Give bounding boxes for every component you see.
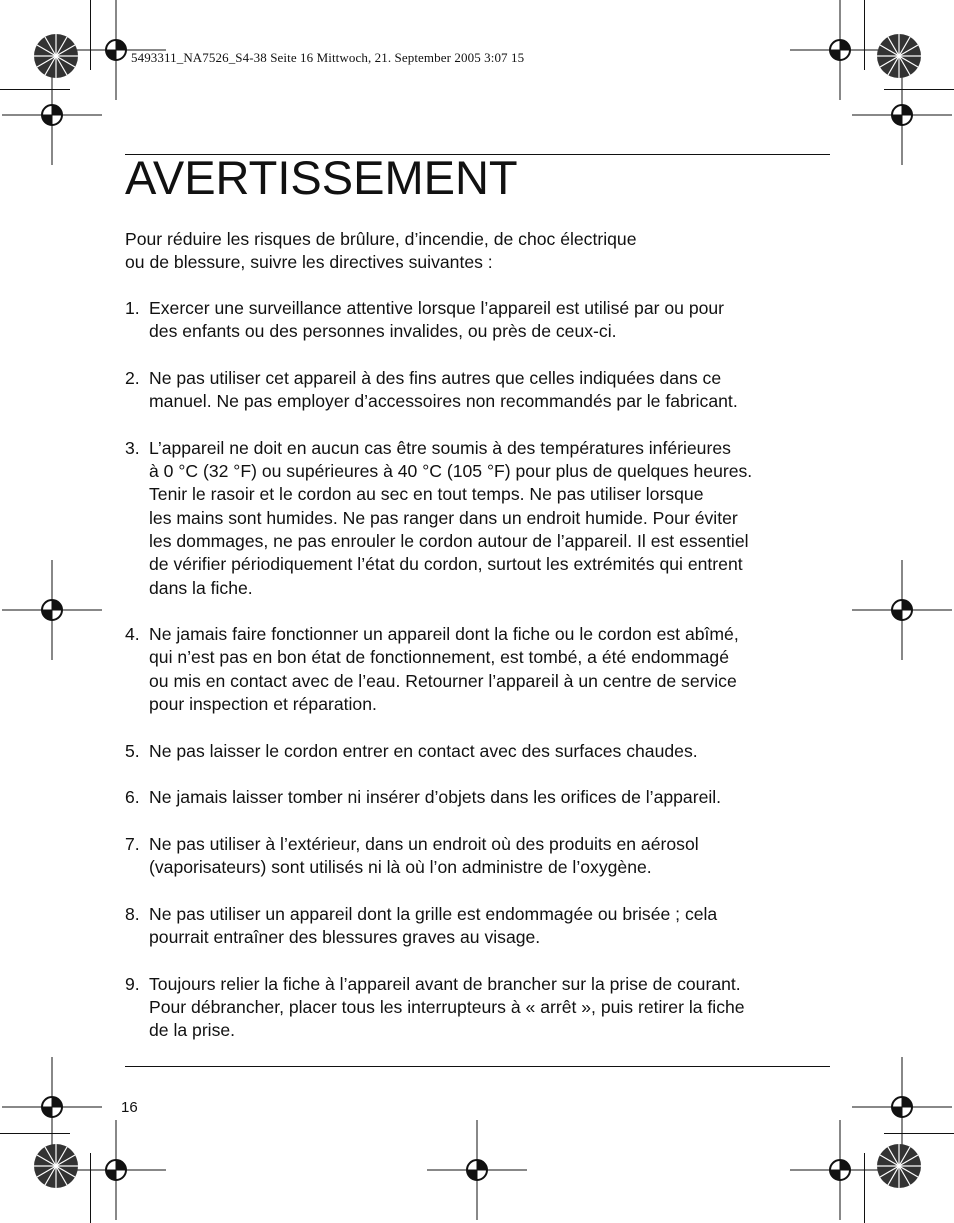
item-line: les dommages, ne pas enrouler le cordon autour de l’appareil. Il est essentiel <box>149 530 749 551</box>
print-slug: 5493311_NA7526_S4-38 Seite 16 Mittwoch, 21. September 2005 3:07 15 <box>131 50 525 65</box>
bottom-rule <box>125 1066 830 1067</box>
warning-item <box>125 297 835 344</box>
page-title: AVERTISSEMENT <box>125 151 518 204</box>
item-line: dans la fiche. <box>149 577 253 598</box>
item-text <box>149 297 835 344</box>
item-line: pourrait entraîner des blessures graves au visage. <box>149 927 541 948</box>
item-text <box>149 833 835 880</box>
item-text <box>149 437 835 600</box>
item-line: Pour débrancher, placer tous les interrupteurs à « arrêt », puis retirer la fiche <box>149 996 745 1017</box>
intro-line: ou de blessure, suivre les directives suivantes : <box>125 252 493 273</box>
item-text <box>149 623 835 716</box>
item-number: 3. <box>125 437 140 458</box>
item-number: 4. <box>125 624 140 645</box>
item-line: Ne pas utiliser un appareil dont la grille est endommagée ou brisée ; cela <box>149 903 718 924</box>
item-line: Ne pas utiliser cet appareil à des fins autres que celles indiquées dans ce <box>149 367 722 388</box>
item-number: 1. <box>125 298 140 318</box>
warning-item <box>125 437 835 600</box>
item-line: pour inspection et réparation. <box>149 694 377 715</box>
item-number: 2. <box>125 367 140 388</box>
item-line: Tenir le rasoir et le cordon au sec en tout temps. Ne pas utiliser lorsque <box>149 484 704 505</box>
item-number: 7. <box>125 833 140 854</box>
item-line: qui n’est pas en bon état de fonctionnement, est tombé, a été endommagé <box>149 647 730 668</box>
item-text <box>149 367 835 414</box>
warning-list <box>125 297 835 1066</box>
warning-item <box>125 623 835 716</box>
item-line: les mains sont humides. Ne pas ranger dans un endroit humide. Pour éviter <box>149 507 738 528</box>
item-line: Ne pas utiliser à l’extérieur, dans un endroit où des produits en aérosol <box>149 833 699 854</box>
item-line: Exercer une surveillance attentive lorsque l’appareil est utilisé par ou pour <box>149 298 725 318</box>
item-line: manuel. Ne pas employer d’accessoires non recommandés par le fabricant. <box>149 391 738 412</box>
intro-line: Pour réduire les risques de brûlure, d’incendie, de choc électrique <box>125 229 637 249</box>
item-line: Ne jamais laisser tomber ni insérer d’objets dans les orifices de l’appareil. <box>149 787 722 808</box>
item-line: à 0 °C (32 °F) ou supérieures à 40 °C (105 °F) pour plus de quelques heures. <box>149 461 753 482</box>
page-number: 16 <box>121 1099 138 1116</box>
item-line: L’appareil ne doit en aucun cas être soumis à des températures inférieures <box>149 437 731 458</box>
warning-item <box>125 833 835 880</box>
item-number: 6. <box>125 787 140 808</box>
item-line: Ne jamais faire fonctionner un appareil dont la fiche ou le cordon est abîmé, <box>149 624 739 645</box>
item-line: des enfants ou des personnes invalides, ou près de ceux-ci. <box>149 321 617 342</box>
item-line: (vaporisateurs) sont utilisés ni là où l’on administre de l’oxygène. <box>149 857 652 878</box>
item-line: de vérifier périodiquement l’état du cordon, surtout les extrémités qui entrent <box>149 554 743 575</box>
item-number: 9. <box>125 973 140 994</box>
item-text <box>149 903 835 950</box>
warning-item <box>125 903 835 950</box>
warning-item <box>125 786 835 809</box>
warning-item <box>125 367 835 414</box>
item-text <box>149 786 835 809</box>
item-line: Ne pas laisser le cordon entrer en contact avec des surfaces chaudes. <box>149 740 698 761</box>
item-number: 8. <box>125 903 140 924</box>
item-line: de la prise. <box>149 1020 236 1041</box>
item-text <box>149 973 835 1043</box>
item-number: 5. <box>125 740 140 761</box>
item-text <box>149 740 835 763</box>
item-line: ou mis en contact avec de l’eau. Retourner l’appareil à un centre de service <box>149 670 737 691</box>
intro-paragraph <box>125 228 765 275</box>
warning-item <box>125 740 835 763</box>
warning-item <box>125 973 835 1043</box>
item-line: Toujours relier la fiche à l’appareil avant de brancher sur la prise de courant. <box>149 973 741 994</box>
